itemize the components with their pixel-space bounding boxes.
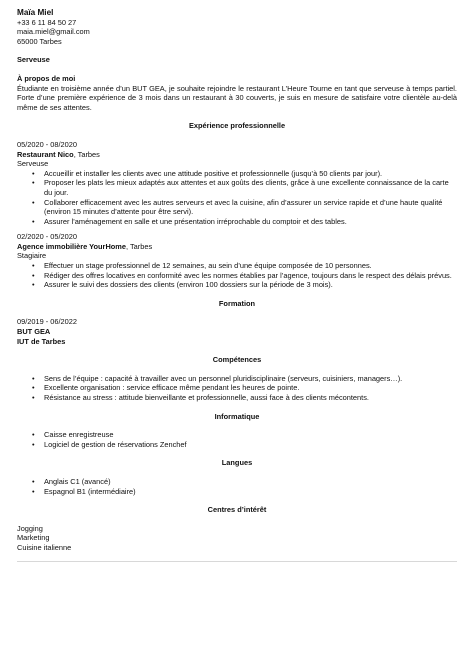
list-item: Cuisine italienne xyxy=(17,542,72,552)
list-item: • Anglais C1 (avancé) xyxy=(17,477,457,487)
list-item: Jogging xyxy=(17,523,43,533)
company-location: , Tarbes xyxy=(73,149,100,159)
candidate-name: Maïa Miel xyxy=(17,8,54,17)
interests-heading: Centres d’intérêt xyxy=(207,505,267,515)
list-item: • Excellente organisation : service efficace même pendant les heures de pointe. xyxy=(17,383,457,393)
list-item: • Caisse enregistreuse xyxy=(17,430,457,440)
list-item: • Assurer le suivi des dossiers des clients (environ 100 dossiers sur la période de 3 mois). xyxy=(17,280,457,290)
list-item: • Espagnol B1 (intermédiaire) xyxy=(17,487,457,497)
it-list xyxy=(17,430,457,449)
experience-employer xyxy=(17,242,457,252)
experience-item xyxy=(17,140,457,226)
experience-tasks xyxy=(17,169,457,227)
about-heading: À propos de moi xyxy=(17,73,76,83)
languages-list xyxy=(17,477,457,496)
list-item: • Collaborer efficacement avec les autres serveurs et avec la cuisine, afin d’assurer un service rapide et d’une haute qualité (environ 15 minutes d’attente pour être servi). xyxy=(17,198,457,217)
education-dates: 09/2019 - 06/2022 xyxy=(17,317,77,327)
education-degree: BUT GEA xyxy=(17,327,51,337)
list-item: • Accueillir et installer les clients avec une attitude positive et professionnelle (jusqu’à 50 clients par jour). xyxy=(17,169,457,179)
list-item: • Sens de l’équipe : capacité à travailler avec un personnel pluridisciplinaire (serveurs, cuisiniers, managers…). xyxy=(17,374,457,384)
interests-list xyxy=(17,524,457,553)
list-item: • Proposer les plats les mieux adaptés aux attentes et aux goûts des clients, grâce à une excellente connaissance de la carte du jour. xyxy=(17,178,457,197)
company-location: , Tarbes xyxy=(125,241,153,251)
experience-dates: 05/2020 - 08/2020 xyxy=(17,139,77,149)
experience-dates: 02/2020 - 05/2020 xyxy=(17,232,77,242)
experience-item xyxy=(17,232,457,290)
city: 65000 Tarbes xyxy=(17,36,62,46)
list-item: Marketing xyxy=(17,533,50,543)
list-item: • Effectuer un stage professionnel de 12 semaines, au sein d’une équipe composée de 10 personnes. xyxy=(17,261,457,271)
skills-list xyxy=(17,374,457,403)
phone-number: +33 6 11 84 50 27 xyxy=(17,17,77,27)
experience-role: Serveuse xyxy=(17,159,49,169)
list-item: • Assurer l’aménagement en salle et une présentation irréprochable du comptoir et des tables. xyxy=(17,217,457,227)
about-section xyxy=(17,74,457,112)
experience-role: Stagiaire xyxy=(17,251,47,261)
skills-heading: Compétences xyxy=(212,355,262,365)
job-title: Serveuse xyxy=(17,55,50,65)
experience-heading: Expérience professionnelle xyxy=(188,121,286,131)
email-address: maia.miel@gmail.com xyxy=(17,27,90,37)
it-heading: Informatique xyxy=(214,411,260,421)
languages-heading: Langues xyxy=(221,458,253,468)
list-item: • Résistance au stress : attitude bienveillante et professionnelle, aussi face à des clients mécontents. xyxy=(17,393,457,403)
company-name: Agence immobilière YourHome xyxy=(17,241,126,251)
about-text: Étudiante en troisième année d’un BUT GEA, je souhaite rejoindre le restaurant L’Heure Tourne en tant que serveuse à temps partiel. Forte d’une première expérience de 3 mois dans un restaurant à 30 couverts, je suis en mesure de satisfaire votre clientèle au-delà même de ses attentes. xyxy=(17,83,457,112)
company-name: Restaurant Nico xyxy=(17,149,74,159)
list-item: • Logiciel de gestion de réservations Zenchef xyxy=(17,440,457,450)
contact-block xyxy=(17,8,457,46)
education-school: IUT de Tarbes xyxy=(17,336,66,346)
education-heading: Formation xyxy=(218,298,256,308)
education-item xyxy=(17,317,457,346)
list-item: • Rédiger des offres locatives en conformité avec les normes établies par l’agence, toujours dans le respect des délais prévus. xyxy=(17,271,457,281)
bottom-divider xyxy=(17,561,457,562)
experience-tasks xyxy=(17,261,457,290)
experience-employer xyxy=(17,150,457,160)
